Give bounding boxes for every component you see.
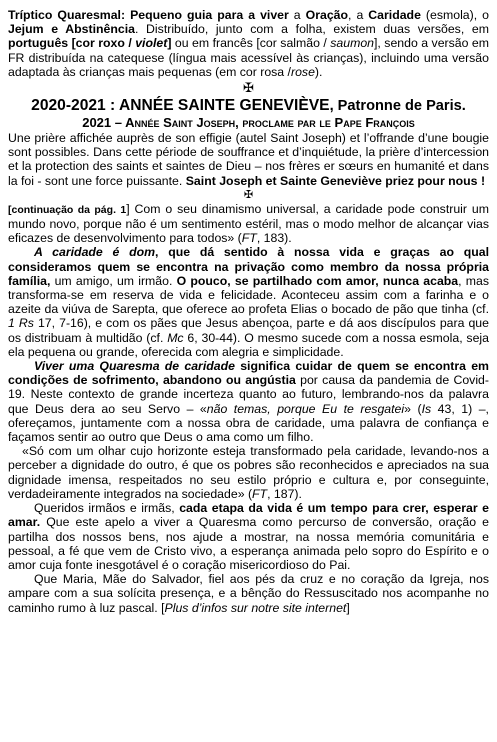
cross-separator-icon: ✠: [243, 188, 254, 201]
saint-joseph-heading: 2021 – Année Saint Joseph, proclame par le Pape François: [82, 115, 415, 131]
french-prayer-paragraph: Une prière affichée auprès de son effigie (autel Saint Joseph) et l’offrande d’une bougie sont possibles. Dans cette période de souffrance et d’inquiétude, la prière d’intercession et la protection des saints et saintes de Dieu – nos frères er sœurs en humanité et dans la foi - sont une force puissante. Saint Joseph et Sainte Geneviève priez pour nous !: [8, 131, 489, 188]
lent-of-charity-paragraph: Viver uma Quaresma de caridade significa cuidar de quem se encontra em condições de sofrimento, abandono ou angústia por causa da pandemia de Covid-19. Neste contexto de grande incerteza quanto ao futuro, lembrando-nos da palavra que Deus dera ao seu Servo – «não temas, porque Eu te resgatei» (Is 43, 1) –, ofereçamos, juntamente com a nossa obra de caridade, uma palavra de confiança e façamos sentir ao outro que Deus o ama como um filho.: [8, 359, 489, 445]
lent-triptych-paragraph: Tríptico Quaresmal: Pequeno guia para a viver a Oração, a Caridade (esmola), o Jejum e Abstinência. Distribuído, junto com a folha, existem duas versões, em português [cor roxo / violet] ou em francês [cor salmão / saumon], sendo a versão em FR distribuída na catequese (língua mais acessível às crianças), incluindo uma versão adaptada às crianças mais pequenas (em cor rosa /rose).: [8, 8, 489, 79]
closing-prayer-paragraph: Que Maria, Mãe do Salvador, fiel aos pés da cruz e no coração da Igreja, nos ampare com a sua solícita presença, e a bênção do Ressuscitado nos acompanhe no caminho rumo à luz pascal. [Plus d’infos sur notre site internet]: [8, 572, 489, 615]
sainte-genevieve-heading: 2020-2021 : ANNÉE SAINTE GENEVIÈVE, Patronne de Paris.: [31, 97, 466, 115]
dignity-quote-paragraph: «Só com um olhar cujo horizonte esteja transformado pela caridade, levando-nos a perceber a dignidade do outro, é que os pobres são reconhecidos e apreciados na sua dignidade imensa, respeitados no seu estilo próprio e cultura e, por conseguinte, verdadeiramente integrados na sociedade» (FT, 187).: [8, 444, 489, 501]
website-info-note: Plus d’infos sur notre site internet: [164, 600, 347, 615]
dear-brothers-paragraph: Queridos irmãos e irmãs, cada etapa da vida é um tempo para crer, esperar e amar. Que este apelo a viver a Quaresma como percurso de conversão, oração e partilha dos nossos bens, nos ajude a mostrar, na nossa memória comunitária e pessoal, a fé que vem de Cristo vivo, a esperança animada pelo sopro do Espírito e o amor cuja fonte inesgotável é o coração misericordioso do Pai.: [8, 501, 489, 572]
continuation-paragraph: [continuação da pág. 1] Com o seu dinamismo universal, a caridade pode construir um mundo novo, porque não é um sentimento estéril, mas o modo melhor de alcançar vias eficazes de desenvolvimento para todos» (FT, 183).: [8, 201, 489, 246]
charity-gift-paragraph: A caridade é dom, que dá sentido à nossa vida e graças ao qual consideramos quem se encontra na privação como membro da nossa própria família, um amigo, um irmão. O pouco, se partilhado com amor, nunca acaba, mas transforma-se em reserva de vida e felicidade. Aconteceu assim com a farinha e o azeite da viúva de Sarepta, que oferece ao profeta Elias o bocado de pão que tinha (cf. 1 Rs 17, 7-16), e com os pães que Jesus abençoa, parte e dá aos discípulos para que os distribuam à multidão (cf. Mc 6, 30-44). O mesmo sucede com a nossa esmola, seja ela pequena ou grande, oferecida com alegria e simplicidade.: [8, 245, 489, 359]
triptych-title: Tríptico Quaresmal:: [8, 8, 126, 22]
bulletin-page: [8, 0, 489, 615]
cross-separator-icon: ✠: [243, 80, 254, 96]
